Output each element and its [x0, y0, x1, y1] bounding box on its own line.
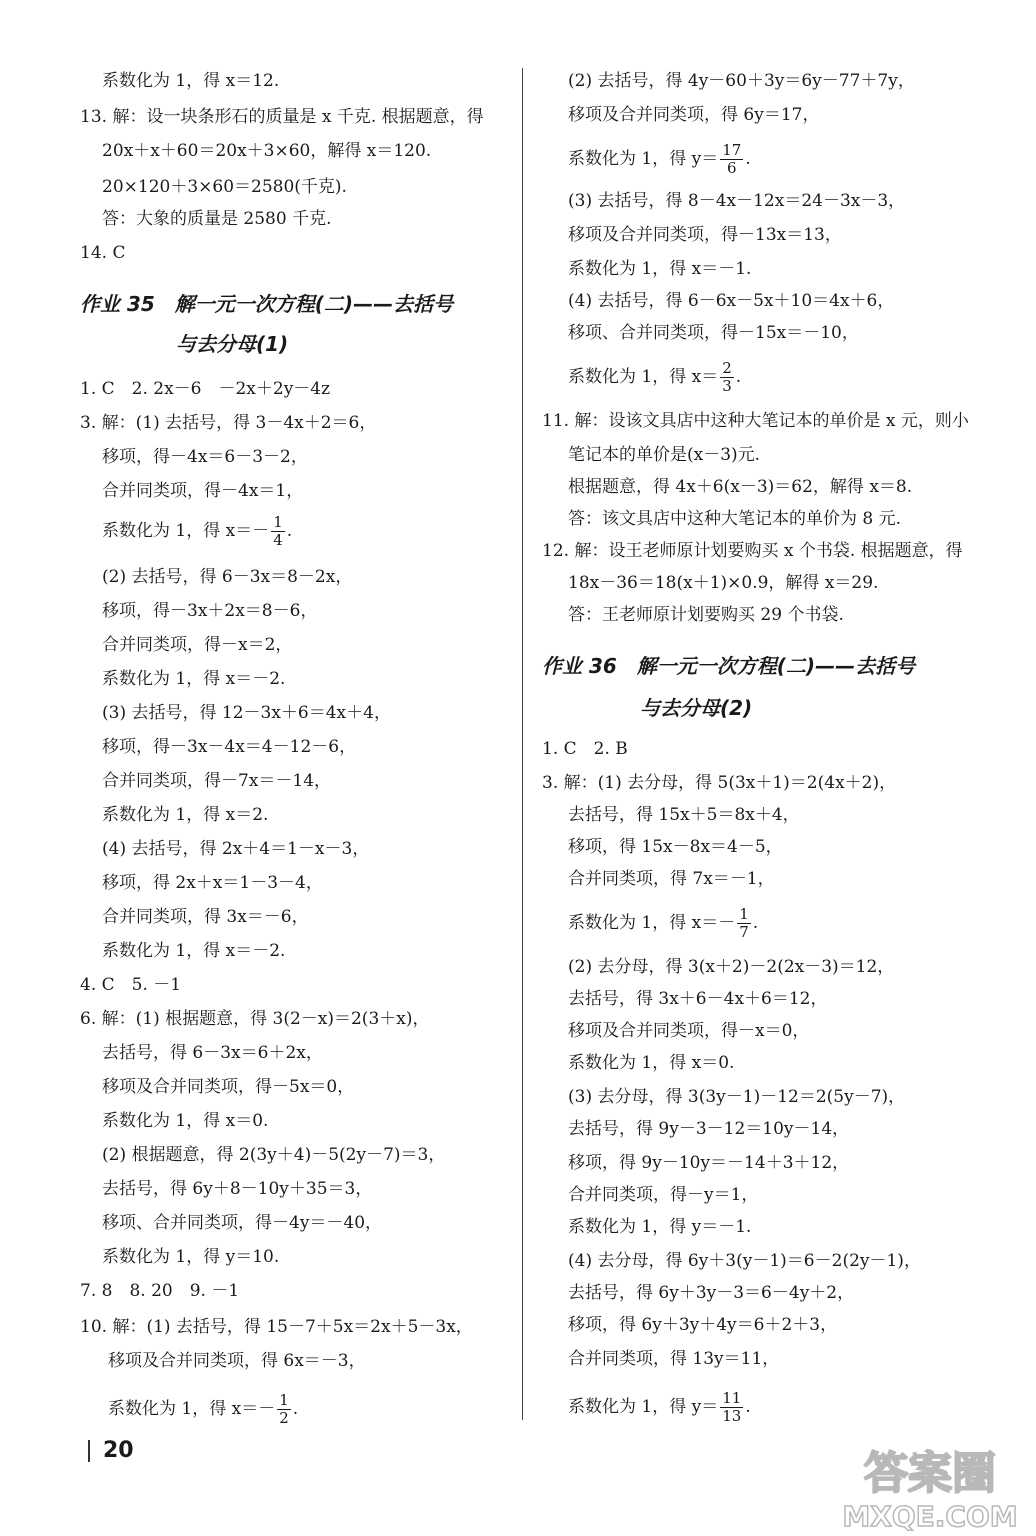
text-line: (3) 去分母，得 3(3y－1)－12＝2(5y－7)，	[568, 1087, 906, 1107]
text-line: 移项及合并同类项，得－5x＝0，	[102, 1077, 355, 1097]
text-line: 移项，得 15x－8x＝4－5，	[568, 837, 783, 857]
text-line: 移项及合并同类项，得 6x＝－3，	[108, 1351, 366, 1371]
fraction	[737, 906, 751, 941]
text-line: 系数化为 1，得 x＝－ $\frac{1}{2}$ .	[108, 1391, 299, 1427]
text-line: 合并同类项，得－x＝2，	[102, 635, 293, 655]
text-line: 系数化为 1，得 x＝－ $\frac{1}{7}$ .	[568, 905, 759, 941]
text-part: 系数化为 1，得 x＝－	[102, 521, 270, 541]
text-line: (2) 去分母，得 3(x＋2)－2(2x－3)＝12，	[568, 957, 895, 977]
text-line: (2) 根据题意，得 2(3y＋4)－5(2y－7)＝3，	[102, 1145, 446, 1165]
text-line: 1. C 2. 2x－6 －2x＋2y－4z	[80, 379, 331, 399]
section-heading-cont: 与去分母(2)	[640, 696, 753, 720]
fraction-numerator: 11	[722, 1389, 742, 1407]
text-part: 系数化为 1，得 x＝	[568, 367, 719, 387]
text-line: 系数化为 1，得 y＝ $\frac{11}{13}$ .	[568, 1389, 751, 1425]
fraction	[277, 1392, 291, 1427]
text-line: 14. C	[80, 243, 126, 263]
text-line: 笔记本的单价是(x－3)元.	[568, 445, 761, 465]
fraction-denominator: 3	[722, 377, 732, 395]
page-number: 20	[103, 1438, 134, 1463]
text-line: (4) 去括号，得 6－6x－5x＋10＝4x＋6，	[568, 291, 895, 311]
fraction-denominator: 2	[279, 1409, 289, 1427]
text-line: 根据题意，得 4x＋6(x－3)＝62，解得 x＝8.	[568, 477, 913, 497]
fraction	[720, 1390, 743, 1425]
text-line: 移项，得 2x＋x＝1－3－4，	[102, 873, 323, 893]
text-line: 3. 解：(1) 去括号，得 3－4x＋2＝6，	[80, 413, 377, 433]
section-heading: 作业 35 解一元一次方程(二)——去括号	[80, 292, 454, 316]
text-line: (4) 去括号，得 2x＋4＝1－x－3，	[102, 839, 370, 859]
fraction-numerator: 1	[273, 513, 283, 531]
text-line: 去括号，得 6－3x＝6＋2x，	[102, 1043, 323, 1063]
text-line: 合并同类项，得 13y＝11，	[568, 1349, 780, 1369]
text-line: 系数化为 1，得 x＝ $\frac{2}{3}$ .	[568, 359, 742, 395]
text-line: 系数化为 1，得 x＝0.	[568, 1053, 735, 1073]
text-line: 答：王老师原计划要购买 29 个书袋.	[568, 605, 844, 625]
text-line: 移项及合并同类项，得－13x＝13，	[568, 225, 842, 245]
text-line: 答：大象的质量是 2580 千克.	[102, 209, 332, 229]
text-line: 12. 解：设王老师原计划要购买 x 个书袋. 根据题意，得	[542, 541, 963, 561]
text-line: 去括号，得 9y－3－12＝10y－14，	[568, 1119, 850, 1139]
text-line: 去括号，得 3x＋6－4x＋6＝12，	[568, 989, 828, 1009]
text-line: 移项及合并同类项，得－x＝0，	[568, 1021, 810, 1041]
text-line: 合并同类项，得 3x＝－6，	[102, 907, 309, 927]
text-line: 4. C 5. －1	[80, 975, 182, 995]
text-line: 合并同类项，得－y＝1，	[568, 1185, 759, 1205]
fraction-numerator: 2	[722, 359, 732, 377]
text-line: 系数化为 1，得 x＝－1.	[568, 259, 752, 279]
column-divider	[522, 68, 523, 1420]
fraction-denominator: 4	[273, 531, 283, 549]
text-line: 移项及合并同类项，得 6y＝17，	[568, 105, 820, 125]
text-line: 去括号，得 6y＋3y－3＝6－4y＋2，	[568, 1283, 855, 1303]
fraction-numerator: 1	[739, 905, 749, 923]
text-part: 系数化为 1，得 y＝	[568, 1397, 719, 1417]
fraction-denominator: 7	[739, 923, 749, 941]
text-line: 合并同类项，得－7x＝－14，	[102, 771, 332, 791]
text-line: 系数化为 1，得 x＝－2.	[102, 941, 286, 961]
fraction-numerator: 1	[279, 1391, 289, 1409]
text-line: (2) 去括号，得 4y－60＋3y＝6y－77＋7y，	[568, 71, 915, 91]
text-line: 系数化为 1，得 x＝－2.	[102, 669, 286, 689]
watermark-main-text: 答案圈	[864, 1448, 996, 1499]
text-line: 13. 解：设一块条形石的质量是 x 千克. 根据题意，得	[80, 107, 484, 127]
text-line: 合并同类项，得－4x＝1，	[102, 481, 304, 501]
text-line: 移项、合并同类项，得－4y＝－40，	[102, 1213, 383, 1233]
text-part: 系数化为 1，得 y＝	[568, 149, 719, 169]
text-line: 系数化为 1，得 x＝12.	[102, 71, 280, 91]
section-heading-cont: 与去分母(1)	[176, 332, 289, 356]
text-line: 1. C 2. B	[542, 739, 628, 759]
text-line: 18x－36＝18(x＋1)×0.9，解得 x＝29.	[568, 573, 879, 593]
text-line: 系数化为 1，得 y＝10.	[102, 1247, 280, 1267]
text-line: 系数化为 1，得 y＝ $\frac{17}{6}$ .	[568, 141, 751, 177]
text-line: 答：该文具店中这种大笔记本的单价为 8 元.	[568, 509, 902, 529]
page-number-rule	[88, 1440, 90, 1462]
fraction	[720, 142, 743, 177]
text-line: 移项，得 6y＋3y＋4y＝6＋2＋3，	[568, 1315, 838, 1335]
watermark-logo	[830, 1438, 1030, 1536]
text-part: 系数化为 1，得 x＝－	[108, 1399, 276, 1419]
fraction-denominator: 13	[722, 1407, 742, 1425]
text-line: 3. 解：(1) 去分母，得 5(3x＋1)＝2(4x＋2)，	[542, 773, 897, 793]
text-line: 移项，得 9y－10y＝－14＋3＋12，	[568, 1153, 850, 1173]
text-line: 合并同类项，得 7x＝－1，	[568, 869, 775, 889]
text-line: (2) 去括号，得 6－3x＝8－2x，	[102, 567, 353, 587]
fraction-numerator: 17	[722, 141, 742, 159]
text-line: 11. 解：设该文具店中这种大笔记本的单价是 x 元，则小	[542, 411, 969, 431]
text-line: 20×120＋3×60＝2580(千克).	[102, 177, 347, 197]
text-part: 系数化为 1，得 x＝－	[568, 913, 736, 933]
text-line: 10. 解：(1) 去括号，得 15－7＋5x＝2x＋5－3x，	[80, 1317, 473, 1337]
text-line: (3) 去括号，得 12－3x＋6＝4x＋4，	[102, 703, 391, 723]
text-line: 移项，得－4x＝6－3－2，	[102, 447, 308, 467]
text-line: 移项、合并同类项，得－15x＝－10，	[568, 323, 859, 343]
fraction	[271, 514, 285, 549]
text-line: 系数化为 1，得 y＝－1.	[568, 1217, 752, 1237]
text-line: (4) 去分母，得 6y＋3(y－1)＝6－2(2y－1)，	[568, 1251, 921, 1271]
text-line: 6. 解：(1) 根据题意，得 3(2－x)＝2(3＋x)，	[80, 1009, 430, 1029]
watermark-sub-text: MXQE.COM	[842, 1500, 1018, 1533]
fraction	[720, 360, 734, 395]
text-line: 去括号，得 15x＋5＝8x＋4，	[568, 805, 800, 825]
text-line: 20x＋x＋60＝20x＋3×60，解得 x＝120.	[102, 141, 432, 161]
text-line: 系数化为 1，得 x＝0.	[102, 1111, 269, 1131]
text-line: (3) 去括号，得 8－4x－12x＝24－3x－3，	[568, 191, 906, 211]
section-heading: 作业 36 解一元一次方程(二)——去括号	[542, 654, 916, 678]
text-line: 系数化为 1，得 x＝2.	[102, 805, 269, 825]
text-line: 7. 8 8. 20 9. －1	[80, 1281, 240, 1301]
text-line: 去括号，得 6y＋8－10y＋35＝3，	[102, 1179, 373, 1199]
text-line: 移项，得－3x＋2x＝8－6，	[102, 601, 318, 621]
fraction-denominator: 6	[727, 159, 737, 177]
text-line: 移项，得－3x－4x＝4－12－6，	[102, 737, 357, 757]
text-line: 系数化为 1，得 x＝－ $\frac{1}{4}$ .	[102, 513, 293, 549]
